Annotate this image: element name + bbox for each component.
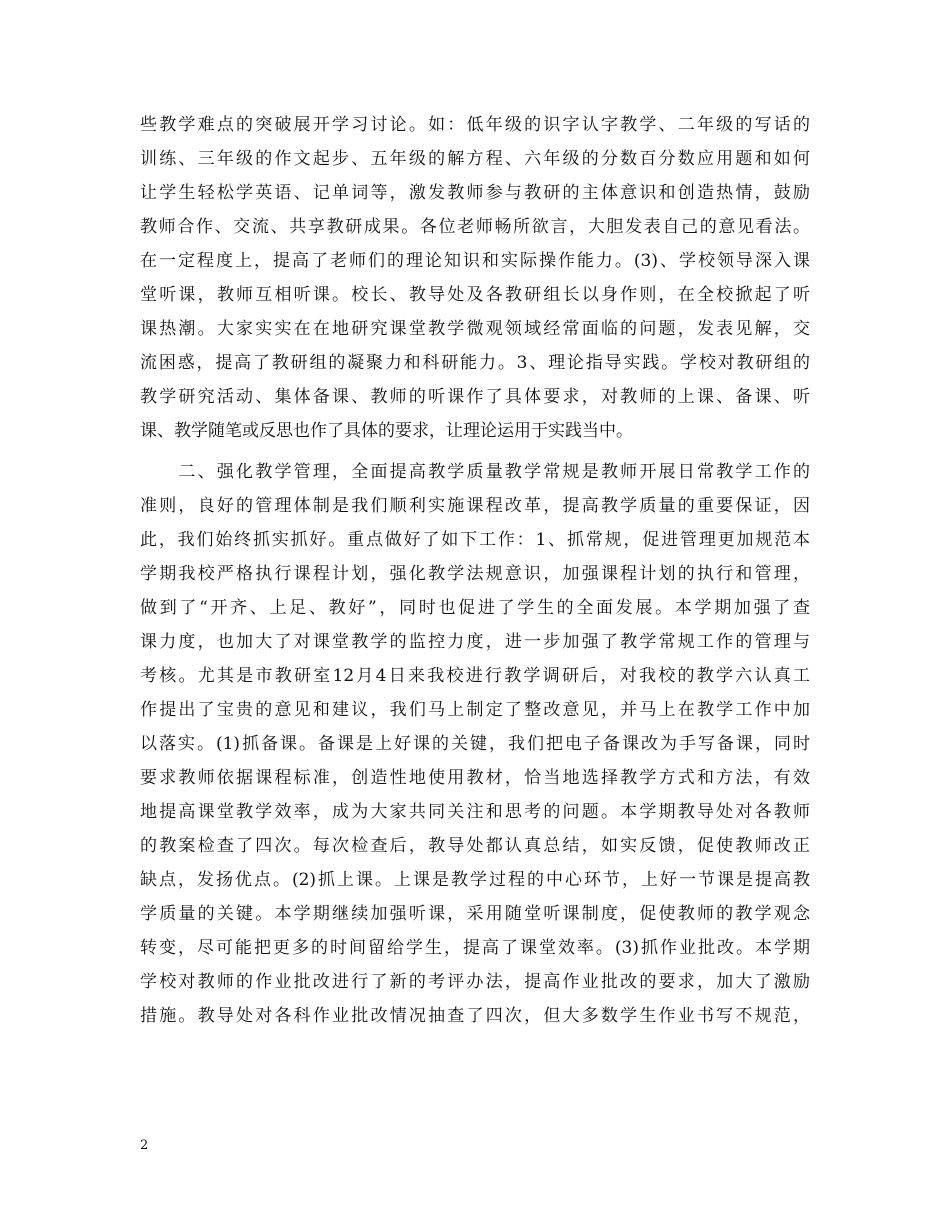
text-line: 堂听课，教师互相听课。校长、教导处及各教研组长以身作则，在全校掀起了听	[140, 285, 810, 305]
text-line: 地提高课堂教学效率，成为大家共同关注和思考的问题。本学期教导处对各教师	[140, 802, 810, 822]
text-line: 措施。教导处对各科作业批改情况抽查了四次，但大多数学生作业书写不规范，	[140, 1006, 810, 1026]
text-line: 转变，尽可能把更多的时间留给学生，提高了课堂效率。(3)抓作业批改。本学期	[140, 938, 810, 958]
text-line: 流困惑，提高了教研组的凝聚力和科研能力。3、理论指导实践。学校对教研组的	[140, 353, 810, 373]
text-line: 训练、三年级的作文起步、五年级的解方程、六年级的分数百分数应用题和如何	[140, 149, 810, 169]
text-line: 学期我校严格执行课程计划，强化教学法规意识，加强课程计划的执行和管理，	[140, 564, 810, 584]
text-line: 教师合作、交流、共享教研成果。各位老师畅所欲言，大胆发表自己的意见看法。	[140, 217, 810, 237]
text-line: 二、强化教学管理，全面提高教学质量教学常规是教师开展日常教学工作的	[140, 462, 810, 482]
text-line: 准则，良好的管理体制是我们顺利实施课程改革，提高教学质量的重要保证，因	[140, 496, 810, 516]
text-line: 以落实。(1)抓备课。备课是上好课的关键，我们把电子备课改为手写备课，同时	[140, 734, 810, 754]
text-line: 此，我们始终抓实抓好。重点做好了如下工作：1、抓常规，促进管理更加规范本	[140, 530, 810, 550]
text-line: 让学生轻松学英语、记单词等，激发教师参与教研的主体意识和创造热情，鼓励	[140, 183, 810, 203]
paragraph-1	[140, 108, 810, 448]
text-line: 学质量的关键。本学期继续加强听课，采用随堂听课制度，促使教师的教学观念	[140, 904, 810, 924]
text-line: 作提出了宝贵的意见和建议，我们马上制定了整改意见，并马上在教学工作中加	[140, 700, 810, 720]
text-line: 做到了“开齐、上足、教好”，同时也促进了学生的全面发展。本学期加强了查	[140, 598, 810, 618]
text-line: 学校对教师的作业批改进行了新的考评办法，提高作业批改的要求，加大了激励	[140, 972, 810, 992]
text-line: 课力度，也加大了对课堂教学的监控力度，进一步加强了教学常规工作的管理与	[140, 632, 810, 652]
body-text	[140, 108, 810, 1033]
page-number: 2	[140, 1138, 149, 1153]
text-line: 缺点，发扬优点。(2)抓上课。上课是教学过程的中心环节，上好一节课是提高教	[140, 870, 810, 890]
text-line: 些教学难点的突破展开学习讨论。如：低年级的识字认字教学、二年级的写话的	[140, 115, 810, 135]
text-line: 课、教学随笔或反思也作了具体的要求，让理论运用于实践当中。	[140, 421, 633, 441]
text-line: 课热潮。大家实实在在地研究课堂教学微观领域经常面临的问题，发表见解，交	[140, 319, 810, 339]
text-line: 考核。尤其是市教研室12月4日来我校进行教学调研后，对我校的教学六认真工	[140, 666, 810, 686]
text-line: 在一定程度上，提高了老师们的理论知识和实际操作能力。(3)、学校领导深入课	[140, 251, 810, 271]
text-line: 教学研究活动、集体备课、教师的听课作了具体要求，对教师的上课、备课、听	[140, 387, 810, 407]
text-line: 要求教师依据课程标准，创造性地使用教材，恰当地选择教学方式和方法，有效	[140, 768, 810, 788]
paragraph-gap	[140, 448, 810, 455]
paragraph-2	[140, 455, 810, 1033]
text-line: 的教案检查了四次。每次检查后，教导处都认真总结，如实反馈，促使教师改正	[140, 836, 810, 856]
